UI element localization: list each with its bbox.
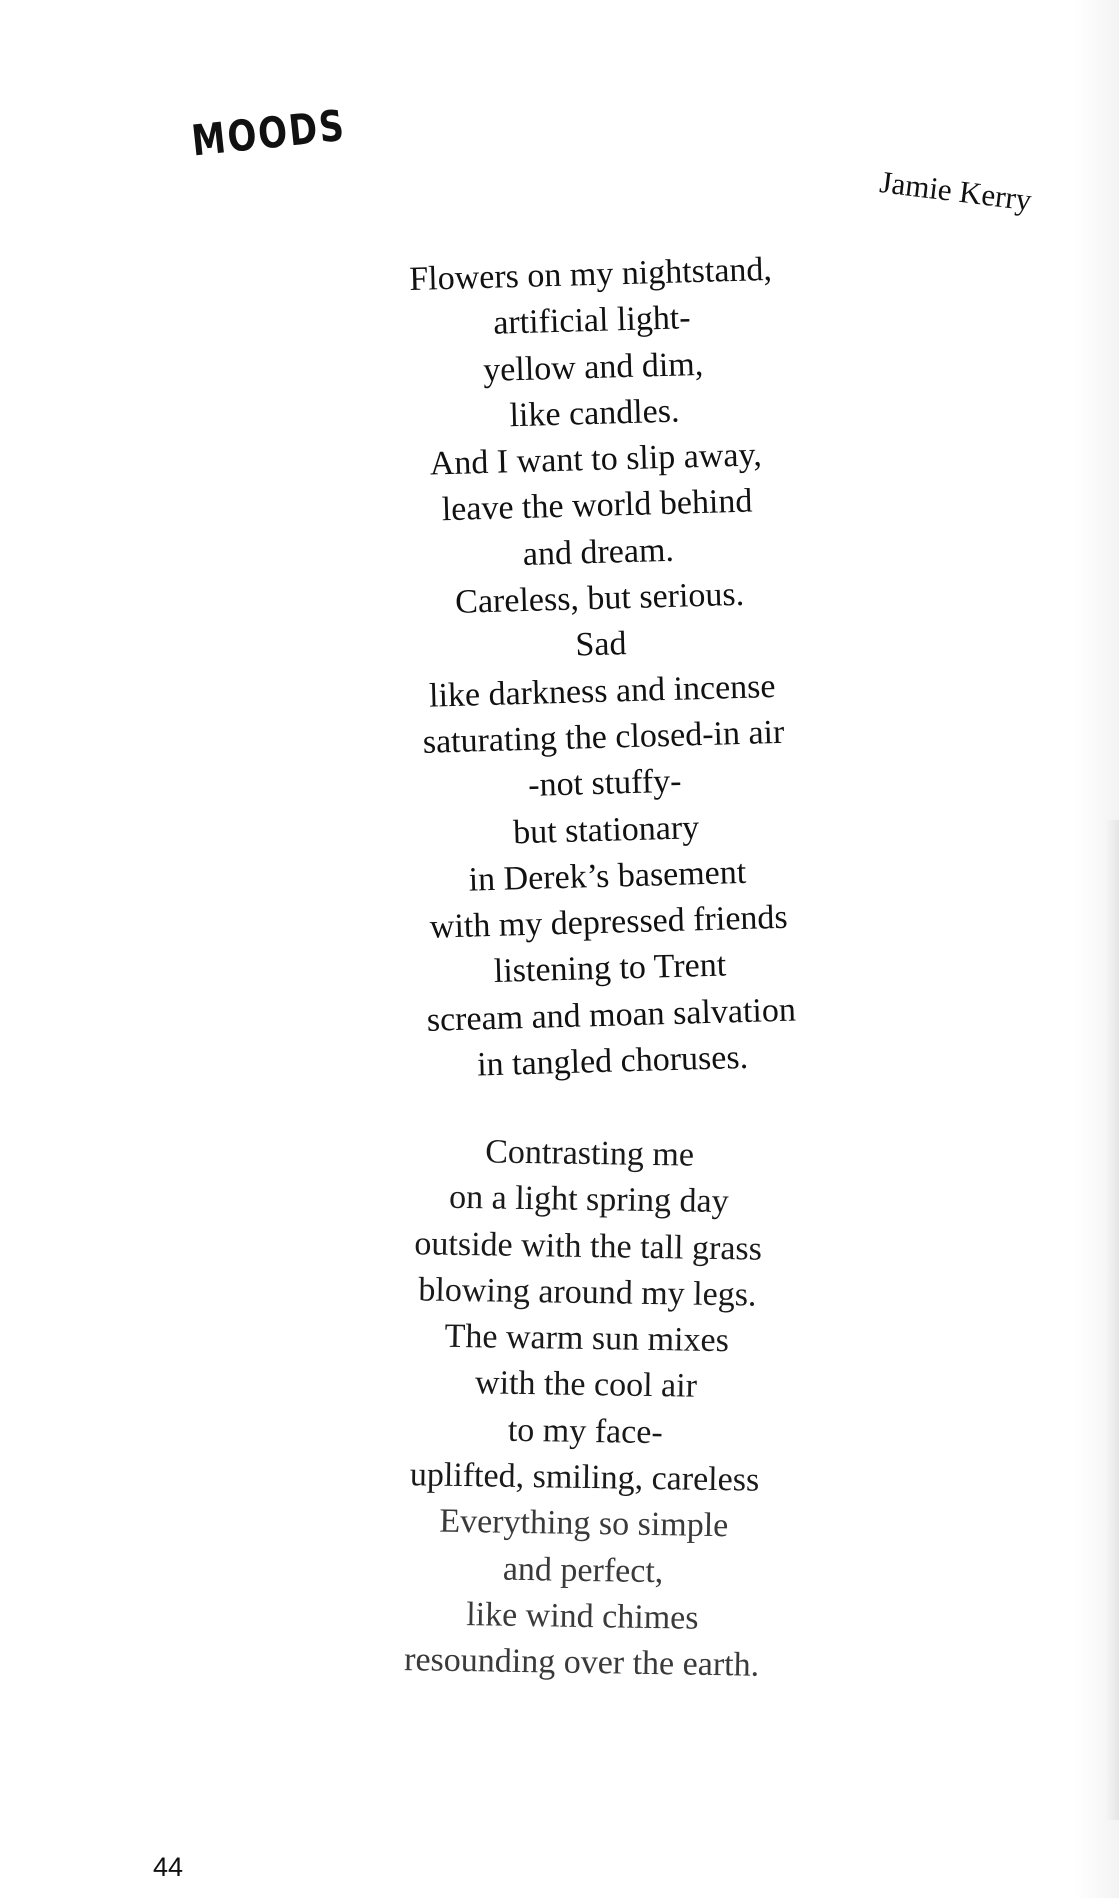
page-number: 44 [153, 1852, 184, 1882]
stanza-2 [351, 1128, 820, 1691]
page-edge-shadow [1105, 820, 1119, 1820]
stanza-1 [360, 246, 843, 1092]
poem-line: like darkness and incense [428, 667, 776, 715]
poem-line: saturating the closed-in air [422, 713, 785, 761]
poem-line: resounding over the earth. [403, 1641, 760, 1685]
poem-line: Everything so simple [439, 1503, 729, 1545]
poem-line: scream and moan salvation [426, 991, 797, 1039]
poem-line: and perfect, [502, 1550, 664, 1591]
poem-body [360, 252, 820, 1687]
poem-title: MOODS [189, 101, 349, 167]
poem-line: Sad [574, 625, 627, 664]
poem-line: but stationary [512, 808, 700, 851]
poem-line: with my depressed friends [429, 898, 789, 946]
poem-line: with the cool air [474, 1365, 698, 1406]
poem-line: in tangled choruses. [476, 1038, 749, 1084]
poem-line: Contrasting me [485, 1133, 695, 1174]
poem-line: Flowers on my nightstand, [408, 250, 773, 299]
poem-line: leave the world behind [441, 483, 753, 529]
poem-line: on a light spring day [448, 1179, 729, 1221]
poem-line: in Derek’s basement [468, 853, 747, 899]
poem-line: artificial light- [492, 299, 692, 343]
poem-line: outside with the tall grass [414, 1225, 763, 1268]
poem-line: listening to Trent [493, 946, 727, 991]
poem-line: And I want to slip away, [429, 436, 763, 483]
poem-line: uplifted, smiling, careless [409, 1456, 760, 1500]
poem-line: yellow and dim, [482, 345, 704, 389]
poem-author: Jamie Kerry [877, 164, 1034, 218]
poem-line: -not stuffy- [527, 762, 682, 805]
poem-line: and dream. [522, 531, 675, 573]
poem-line: The warm sun mixes [444, 1318, 730, 1360]
poem-line: like candles. [509, 392, 680, 435]
poem-line: blowing around my legs. [418, 1271, 757, 1314]
poem-line: Careless, but serious. [454, 575, 745, 621]
poem-line: to my face- [507, 1411, 663, 1452]
poem-line: like wind chimes [465, 1596, 699, 1638]
